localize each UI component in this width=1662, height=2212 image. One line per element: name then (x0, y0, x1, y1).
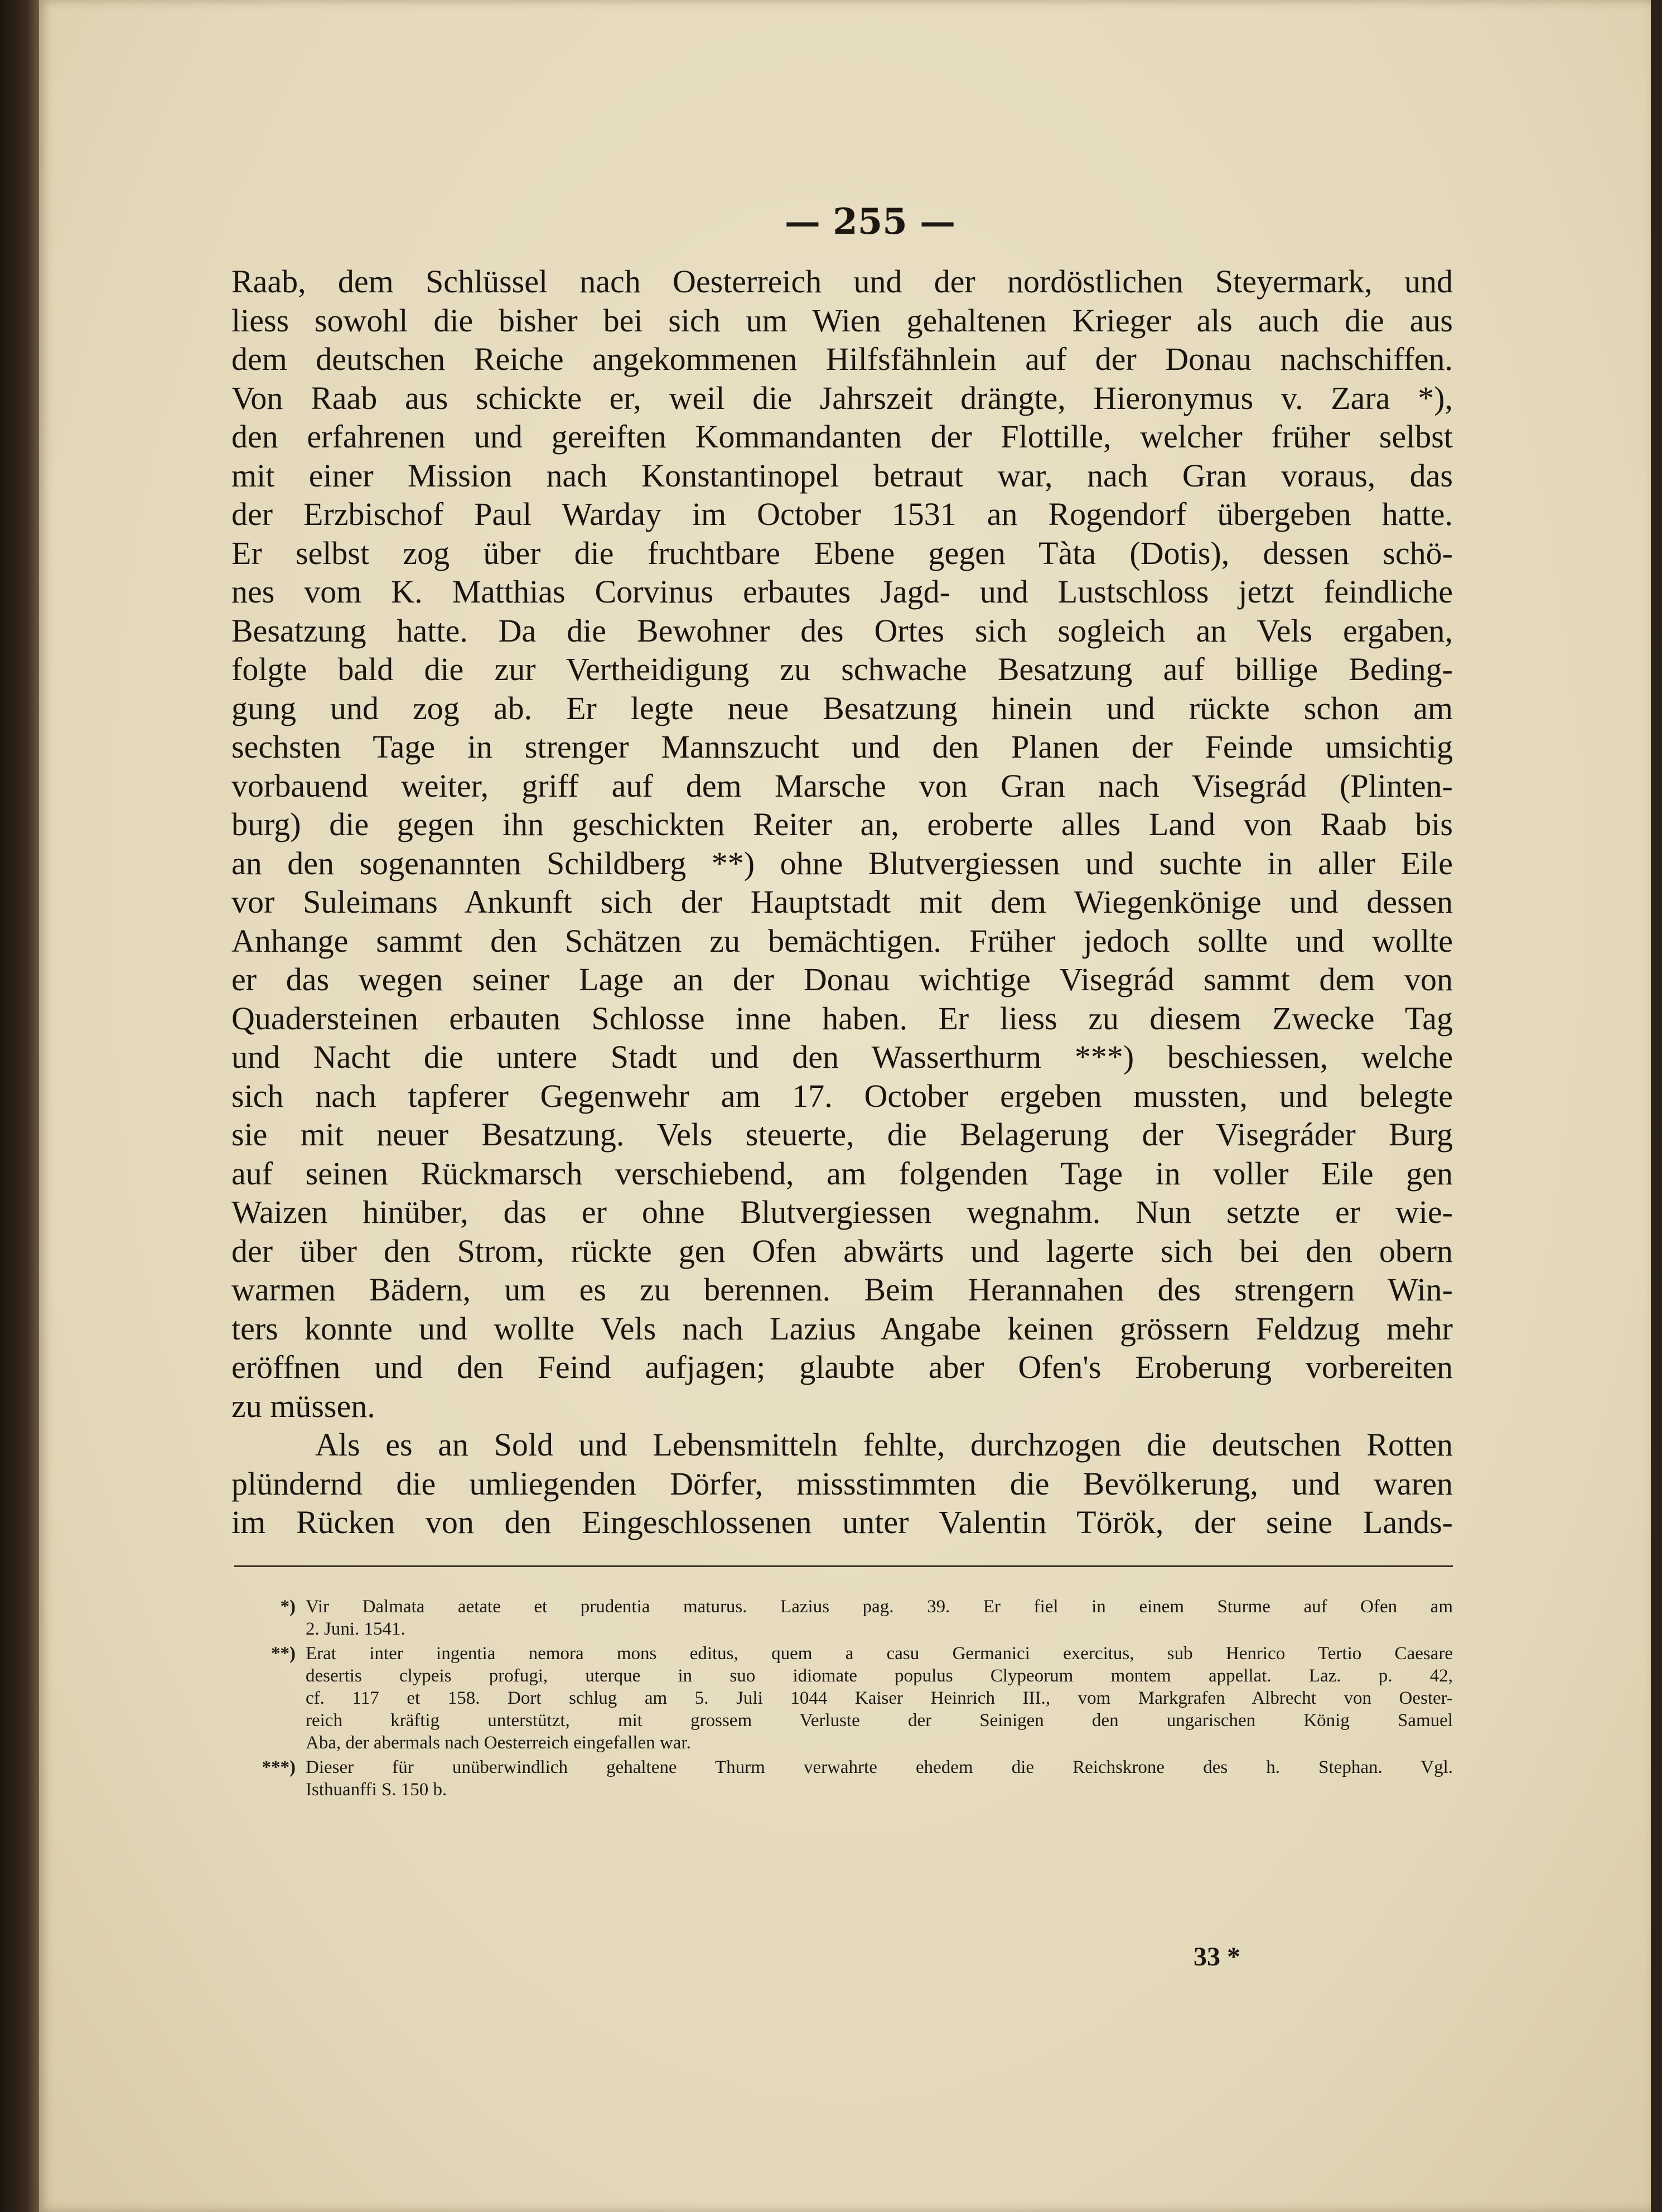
text-line: Waizen hinüber, das er ohne Blutvergiessen wegnahm. Nun setzte er wie- (231, 1194, 1453, 1230)
text-line: plündernd die umliegenden Dörfer, missstimmten die Bevölkerung, und waren (231, 1465, 1453, 1502)
text-line: nes vom K. Matthias Corvinus erbautes Jagd- und Lustschloss jetzt feindliche (231, 574, 1453, 610)
text-line: Anhange sammt den Schätzen zu bemächtigen. Früher jedoch sollte und wollte (231, 922, 1453, 959)
text-line: auf seinen Rückmarsch verschiebend, am folgenden Tage in voller Eile gen (231, 1155, 1453, 1192)
text-line: Raab, dem Schlüssel nach Oesterreich und der nordöstlichen Steyermark, und (231, 263, 1453, 300)
text-line: den erfahrenen und gereiften Kommandanten der Flottille, welcher früher selbst (231, 418, 1453, 455)
text-line: sechsten Tage in strenger Mannszucht und den Planen der Feinde umsichtig (231, 729, 1453, 765)
footnote-line: Dieser für unüberwindlich gehaltene Thurm verwahrte ehedem die Reichskrone des h. Stephan. Vgl. (306, 1757, 1453, 1777)
text-line: Quadersteinen erbauten Schlosse inne haben. Er liess zu diesem Zwecke Tag (231, 1000, 1453, 1037)
text-line: gung und zog ab. Er legte neue Besatzung hinein und rückte schon am (231, 690, 1453, 726)
text-line: ters konnte und wollte Vels nach Lazius Angabe keinen grössern Feldzug mehr (231, 1310, 1453, 1347)
book-spine (0, 0, 39, 2212)
footnote-line: desertis clypeis profugi, uterque in suo idiomate populus Clypeorum montem appellat. Laz. p. 42, (306, 1666, 1453, 1686)
text-line: sie mit neuer Besatzung. Vels steuerte, die Belagerung der Visegráder Burg (231, 1116, 1453, 1153)
footnote-line: cf. 117 et 158. Dort schlug am 5. Juli 1044 Kaiser Heinrich III., vom Markgrafen Albrecht von Oester- (306, 1688, 1453, 1708)
footnote (237, 1596, 1453, 1640)
text-line: Besatzung hatte. Da die Bewohner des Ortes sich sogleich an Vels ergaben, (231, 612, 1453, 649)
footnote-line: Erat inter ingentia nemora mons editus, quem a casu Germanici exercitus, sub Henrico Tertio Caesare (306, 1644, 1453, 1664)
text-line: der über den Strom, rückte gen Ofen abwärts und lagerte sich bei den obern (231, 1232, 1453, 1269)
footnote-mark: *) (280, 1597, 296, 1617)
footnote (237, 1756, 1453, 1801)
text-line: Als es an Sold und Lebensmitteln fehlte, durchzogen die deutschen Rotten (315, 1427, 1453, 1463)
text-line: folgte bald die zur Vertheidigung zu schwache Besatzung auf billige Beding- (231, 651, 1453, 687)
footnote (237, 1642, 1453, 1754)
page-number: — 255 — (784, 201, 956, 243)
footnotes (237, 1596, 1453, 1803)
text-line: Von Raab aus schickte er, weil die Jahrszeit drängte, Hieronymus v. Zara *), (231, 379, 1453, 416)
body-text (231, 262, 1453, 1542)
text-line: burg) die gegen ihn geschickten Reiter an, eroberte alles Land von Raab bis (231, 806, 1453, 842)
text-line: warmen Bädern, um es zu berennen. Beim Herannahen des strengern Win- (231, 1271, 1453, 1308)
text-line: eröffnen und den Feind aufjagen; glaubte aber Ofen's Eroberung vorbereiten (231, 1349, 1453, 1385)
signature-mark: 33 * (1194, 1942, 1240, 1972)
footnote-line: reich kräftig unterstützt, mit grossem Verluste der Seinigen den ungarischen König Samuel (306, 1710, 1453, 1731)
text-line: vorbauend weiter, griff auf dem Marsche von Gran nach Visegrád (Plinten- (231, 767, 1453, 804)
footnote-line: Isthuanffi S. 150 b. (306, 1780, 447, 1800)
text-line: er das wegen seiner Lage an der Donau wichtige Visegrád sammt dem von (231, 961, 1453, 997)
text-line: zu müssen. (231, 1387, 375, 1424)
text-line: dem deutschen Reiche angekommenen Hilfsfähnlein auf der Donau nachschiffen. (231, 341, 1453, 377)
text-line: mit einer Mission nach Konstantinopel betraut war, nach Gran voraus, das (231, 457, 1453, 494)
footnote-divider (234, 1565, 1453, 1567)
text-line: vor Suleimans Ankunft sich der Hauptstadt mit dem Wiegenkönige und dessen (231, 884, 1453, 920)
text-line: liess sowohl die bisher bei sich um Wien gehaltenen Krieger als auch die aus (231, 302, 1453, 339)
book-page (39, 0, 1651, 2212)
text-line: Er selbst zog über die fruchtbare Ebene gegen Tàta (Dotis), dessen schö- (231, 534, 1453, 571)
footnote-line: Vir Dalmata aetate et prudentia maturus. Lazius pag. 39. Er fiel in einem Sturme auf Ofen am (306, 1597, 1453, 1617)
text-line: und Nacht die untere Stadt und den Wasserthurm ***) beschiessen, welche (231, 1039, 1453, 1075)
text-line: an den sogenannten Schildberg **) ohne Blutvergiessen und suchte in aller Eile (231, 845, 1453, 881)
text-line: im Rücken von den Eingeschlossenen unter Valentin Török, der seine Lands- (231, 1504, 1453, 1540)
footnote-mark: **) (271, 1644, 296, 1664)
text-line: der Erzbischof Paul Warday im October 1531 an Rogendorf übergeben hatte. (231, 496, 1453, 532)
text-line: sich nach tapferer Gegenwehr am 17. October ergeben mussten, und belegte (231, 1077, 1453, 1114)
footnote-mark: ***) (262, 1757, 296, 1777)
footnote-line: Aba, der abermals nach Oesterreich eingefallen war. (306, 1733, 691, 1753)
footnote-line: 2. Juni. 1541. (306, 1619, 405, 1639)
